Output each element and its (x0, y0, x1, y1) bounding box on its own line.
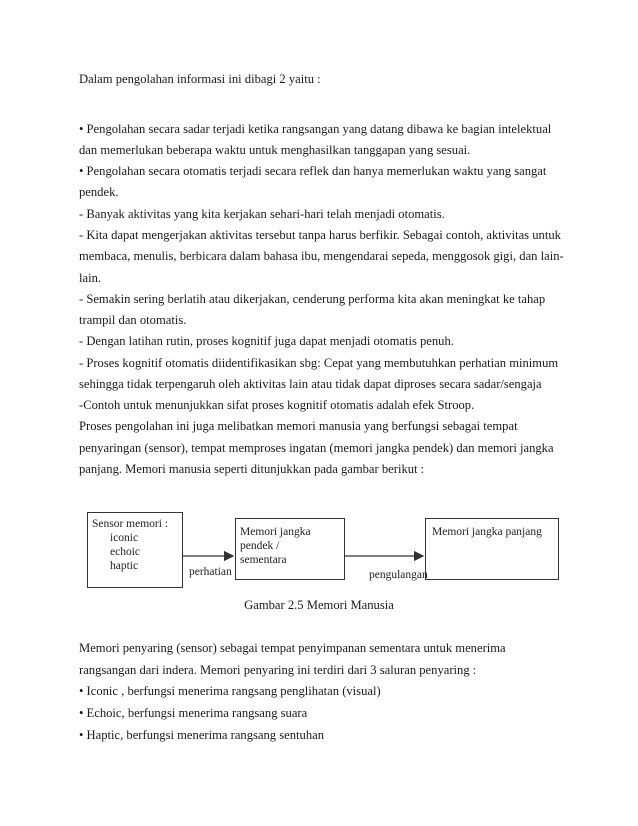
text-line: trampil dan otomatis. (79, 313, 187, 327)
text-line: Memori penyaring (sensor) sebagai tempat penyimpanan sementara untuk menerima (79, 641, 506, 655)
text-line: lain. (79, 271, 102, 285)
text-line: • Iconic , berfungsi menerima rangsang penglihatan (visual) (79, 684, 381, 698)
text-line: • Echoic, berfungsi menerima rangsang suara (79, 706, 308, 720)
text-line: rangsangan dari indera. Memori penyaring ini terdiri dari 3 saluran penyaring : (79, 663, 477, 677)
text-line: - Kita dapat mengerjakan aktivitas tersebut tanpa harus berfikir. Sebagai contoh, aktivitas untuk (79, 228, 561, 242)
long-term-label: Memori jangka panjang (432, 526, 542, 538)
sensor-item-echoic: echoic (110, 546, 141, 558)
figure-caption: Gambar 2.5 Memori Manusia (244, 598, 394, 612)
text-line: penyaringan (sensor), tempat memproses ingatan (memori jangka pendek) dan memori jangka (79, 441, 554, 455)
text-line: panjang. Memori manusia seperti ditunjukkan pada gambar berikut : (79, 462, 425, 476)
text-line: • Pengolahan secara otomatis terjadi secara reflek dan hanya memerlukan waktu yang sangat (79, 164, 547, 178)
long-term-memory-box (425, 518, 559, 580)
short-term-label-line1: Memori jangka pendek / (240, 526, 311, 552)
sensor-item-iconic: iconic (110, 532, 139, 544)
arrow-label-perhatian: perhatian (189, 566, 232, 578)
text-line: membaca, menulis, berbicara dalam bahasa ibu, mengendarai sepeda, menggosok gigi, dan lain- (79, 249, 564, 263)
text-line: sehingga tidak terpengaruh oleh aktivitas lain atau tidak dapat diproses secara sadar/sengaja (79, 377, 542, 391)
sensor-memory-title: Sensor memori : (92, 518, 169, 530)
sensor-item-haptic: haptic (110, 560, 139, 572)
text-line: Dalam pengolahan informasi ini dibagi 2 yaitu : (79, 72, 321, 86)
text-line: Proses pengolahan ini juga melibatkan memori manusia yang berfungsi sebagai tempat (79, 419, 518, 433)
text-line: • Haptic, berfungsi menerima rangsang sentuhan (79, 728, 325, 742)
text-line: - Proses kognitif otomatis diidentifikasikan sbg: Cepat yang membutuhkan perhatian minimum (79, 356, 559, 370)
text-line: dan memerlukan beberapa waktu untuk menghasilkan tanggapan yang sesuai. (79, 143, 471, 157)
text-line: pendek. (79, 185, 119, 199)
text-line: - Semakin sering berlatih atau dikerjakan, cenderung performa kita akan meningkat ke tahap (79, 292, 546, 306)
sensor-memory-box (87, 512, 183, 588)
text-line: - Banyak aktivitas yang kita kerjakan sehari-hari telah menjadi otomatis. (79, 207, 445, 221)
short-term-memory-box (235, 518, 345, 580)
short-term-label-line2: sementara (240, 554, 287, 566)
text-line: - Dengan latihan rutin, proses kognitif juga dapat menjadi otomatis penuh. (79, 334, 454, 348)
text-line: -Contoh untuk menunjukkan sifat proses kognitif otomatis adalah efek Stroop. (79, 398, 475, 412)
text-line: • Pengolahan secara sadar terjadi ketika rangsangan yang datang dibawa ke bagian intelektual (79, 122, 552, 136)
memory-diagram (79, 506, 569, 596)
arrow-label-pengulangan: pengulangan (369, 569, 428, 581)
